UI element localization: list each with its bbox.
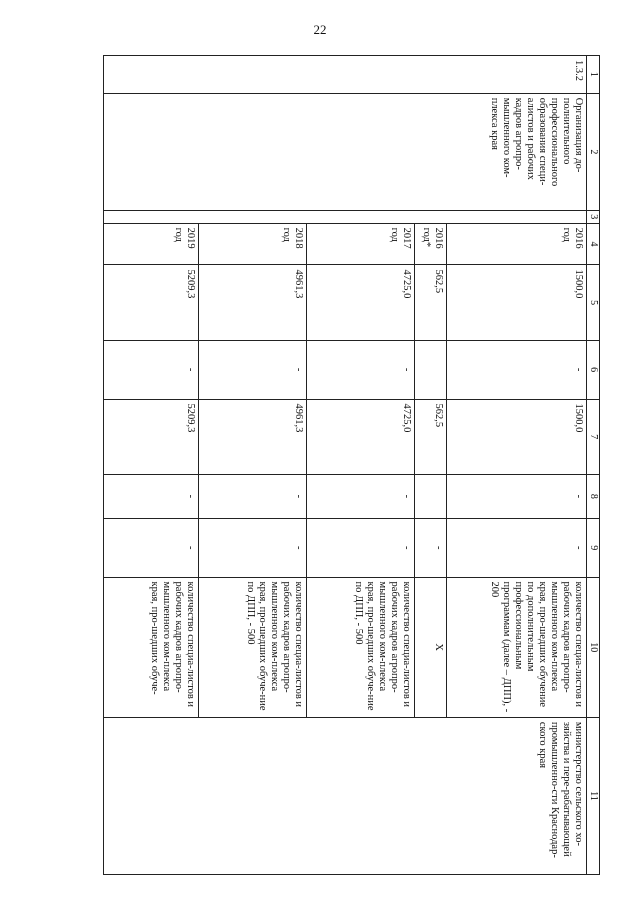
total-cell: 5209,3 xyxy=(104,265,199,340)
value-cell xyxy=(415,474,447,518)
value-cell: - xyxy=(104,340,199,399)
program-table xyxy=(103,55,600,875)
result-cell: Х xyxy=(415,577,447,717)
value-cell: - xyxy=(199,474,307,518)
value-cell: 4961,3 xyxy=(199,399,307,474)
value-cell: - xyxy=(199,518,307,577)
total-cell: 4961,3 xyxy=(199,265,307,340)
row-name: Организация до-полнительного профессионального образования специ-алистов и рабочих кадров агропро-мышленного ком-плекса края xyxy=(104,93,587,210)
value-cell: - xyxy=(415,518,447,577)
value-cell xyxy=(415,340,447,399)
result-cell: количество специа-листов и рабочих кадров агропро-мышленного ком-плекса края, про-шедших обуче- xyxy=(104,577,199,717)
header-cell: 7 xyxy=(587,399,600,474)
value-cell: - xyxy=(447,474,587,518)
value-cell: - xyxy=(447,518,587,577)
table-row xyxy=(447,56,587,875)
header-cell: 11 xyxy=(587,717,600,874)
header-cell: 4 xyxy=(587,223,600,265)
header-cell: 10 xyxy=(587,577,600,717)
value-cell: - xyxy=(447,340,587,399)
value-cell: 1500,0 xyxy=(447,399,587,474)
header-row xyxy=(587,56,600,875)
value-cell: - xyxy=(307,474,415,518)
year-cell: 2016 год* xyxy=(415,223,447,265)
year-cell: 2018 год xyxy=(199,223,307,265)
result-cell: количество специа-листов и рабочих кадров агропро-мышленного ком-плекса края, про-шедших обуче-ние по ДПП, - 500 xyxy=(199,577,307,717)
header-cell: 9 xyxy=(587,518,600,577)
value-cell: - xyxy=(104,518,199,577)
header-cell: 8 xyxy=(587,474,600,518)
value-cell: - xyxy=(199,340,307,399)
value-cell: - xyxy=(307,340,415,399)
value-cell: - xyxy=(307,518,415,577)
result-cell: количество специа-листов и рабочих кадров агропро-мышленного ком-плекса края, про-шедших обучение по дополнительным профессиональным программам (далее – ДПП), - 200 xyxy=(447,577,587,717)
rotated-table-wrapper xyxy=(103,55,600,875)
year-cell: 2019 год xyxy=(104,223,199,265)
page-number: 22 xyxy=(313,22,327,37)
value-cell: 4725,0 xyxy=(307,399,415,474)
value-cell: - xyxy=(104,474,199,518)
total-cell: 562,5 xyxy=(415,265,447,340)
value-cell: 5209,3 xyxy=(104,399,199,474)
value-cell: 562,5 xyxy=(415,399,447,474)
year-cell: 2017 год xyxy=(307,223,415,265)
total-cell: 4725,0 xyxy=(307,265,415,340)
executor-cell: министерство сельского хо-зяйства и пере-рабатывающей промышленно-сти Краснодар-ского края xyxy=(104,717,587,874)
header-cell: 3 xyxy=(587,211,600,224)
header-cell: 6 xyxy=(587,340,600,399)
year-cell: 2016 год xyxy=(447,223,587,265)
row-code: 1.3.2 xyxy=(104,56,587,94)
empty-cell xyxy=(104,211,587,224)
header-cell: 5 xyxy=(587,265,600,340)
result-cell: количество специа-листов и рабочих кадров агропро-мышленного ком-плекса края, про-шедших обуче-ние по ДПП, - 500 xyxy=(307,577,415,717)
header-cell: 1 xyxy=(587,56,600,94)
total-cell: 1500,0 xyxy=(447,265,587,340)
header-cell: 2 xyxy=(587,93,600,210)
